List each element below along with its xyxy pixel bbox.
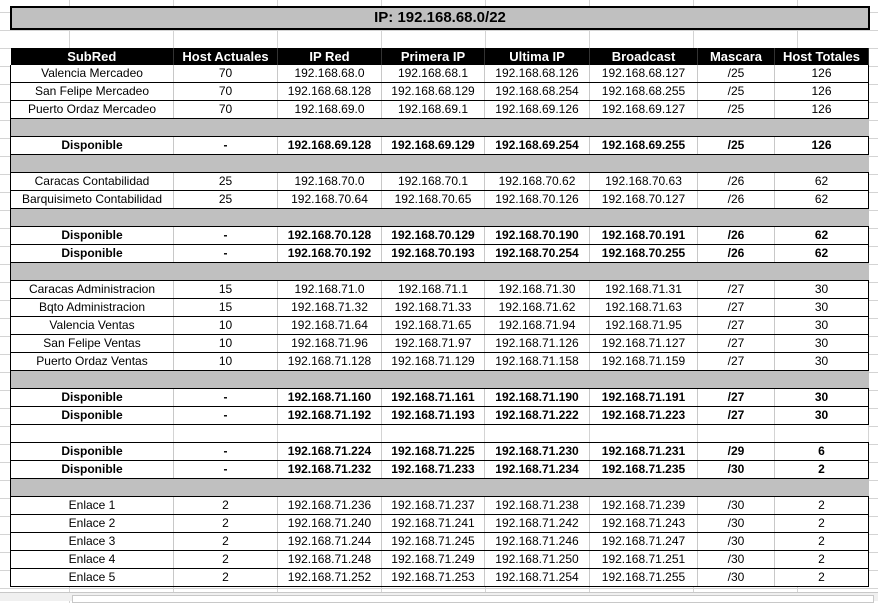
separator-row [11,119,869,137]
cell-broadcast[interactable]: 192.168.68.127 [590,65,698,83]
cell-host-actuales[interactable]: - [174,407,278,425]
cell-primera-ip[interactable] [382,209,485,227]
cell-host-totales[interactable] [775,119,869,137]
cell-subred[interactable]: Caracas Contabilidad [11,173,174,191]
cell-ultima-ip[interactable]: 192.168.68.126 [485,65,590,83]
cell-broadcast[interactable] [590,119,698,137]
cell-primera-ip[interactable]: 192.168.71.1 [382,281,485,299]
cell-ip-red[interactable] [278,263,382,281]
cell-host-totales[interactable] [775,425,869,443]
cell-broadcast[interactable]: 192.168.71.223 [590,407,698,425]
cell-host-actuales[interactable]: 70 [174,101,278,119]
cell-subred[interactable]: Disponible [11,137,174,155]
cell-host-actuales[interactable] [174,425,278,443]
cell-subred[interactable]: Disponible [11,443,174,461]
cell-subred[interactable] [11,371,174,389]
cell-broadcast[interactable]: 192.168.70.127 [590,191,698,209]
cell-mascara[interactable] [698,425,775,443]
cell-ip-red[interactable]: 192.168.71.32 [278,299,382,317]
cell-host-totales[interactable] [775,479,869,497]
separator-row [11,479,869,497]
cell-subred[interactable]: Puerto Ordaz Ventas [11,353,174,371]
cell-host-totales[interactable]: 6 [775,443,869,461]
cell-ip-red[interactable]: 192.168.71.236 [278,497,382,515]
cell-mascara[interactable]: /27 [698,317,775,335]
table-row [11,497,869,515]
cell-host-totales[interactable]: 30 [775,281,869,299]
cell-ultima-ip[interactable] [485,371,590,389]
cell-ultima-ip[interactable]: 192.168.71.158 [485,353,590,371]
cell-host-totales[interactable]: 62 [775,191,869,209]
cell-ultima-ip[interactable]: 192.168.71.30 [485,281,590,299]
table-row [11,533,869,551]
cell-mascara[interactable] [698,263,775,281]
cell-primera-ip[interactable]: 192.168.71.193 [382,407,485,425]
cell-mascara[interactable]: /27 [698,299,775,317]
cell-broadcast[interactable]: 192.168.71.235 [590,461,698,479]
cell-mascara[interactable] [698,119,775,137]
cell-primera-ip[interactable] [382,263,485,281]
cell-ultima-ip[interactable] [485,479,590,497]
cell-primera-ip[interactable] [382,119,485,137]
cell-subred[interactable]: San Felipe Mercadeo [11,83,174,101]
available-row [11,461,869,479]
cell-ultima-ip[interactable]: 192.168.70.126 [485,191,590,209]
table-row [11,191,869,209]
cell-ip-red[interactable] [278,479,382,497]
available-row [11,407,869,425]
cell-subred[interactable]: Enlace 2 [11,515,174,533]
cell-subred[interactable]: Enlace 3 [11,533,174,551]
cell-ip-red[interactable] [278,155,382,173]
cell-host-totales[interactable]: 30 [775,389,869,407]
cell-host-actuales[interactable]: 10 [174,317,278,335]
cell-host-totales[interactable]: 2 [775,497,869,515]
cell-ip-red[interactable]: 192.168.71.244 [278,533,382,551]
cell-ultima-ip[interactable]: 192.168.71.94 [485,317,590,335]
cell-subred[interactable]: Puerto Ordaz Mercadeo [11,101,174,119]
cell-ip-red[interactable]: 192.168.69.0 [278,101,382,119]
separator-row [11,209,869,227]
cell-primera-ip[interactable] [382,155,485,173]
cell-mascara[interactable]: /30 [698,461,775,479]
cell-broadcast[interactable]: 192.168.70.63 [590,173,698,191]
cell-mascara[interactable]: /25 [698,137,775,155]
cell-primera-ip[interactable]: 192.168.71.97 [382,335,485,353]
cell-ip-red[interactable]: 192.168.70.128 [278,227,382,245]
column-header-ultima-ip[interactable]: Ultima IP [485,48,590,65]
cell-primera-ip[interactable]: 192.168.69.129 [382,137,485,155]
cell-subred[interactable] [11,425,174,443]
cell-host-actuales[interactable] [174,119,278,137]
cell-ultima-ip[interactable]: 192.168.71.190 [485,389,590,407]
cell-host-actuales[interactable]: 70 [174,83,278,101]
cell-primera-ip[interactable]: 192.168.71.245 [382,533,485,551]
cell-primera-ip[interactable]: 192.168.70.193 [382,245,485,263]
cell-broadcast[interactable] [590,425,698,443]
column-header-mascara[interactable]: Mascara [698,48,775,65]
cell-mascara[interactable]: /27 [698,407,775,425]
cell-ip-red[interactable]: 192.168.71.232 [278,461,382,479]
cell-subred[interactable]: Enlace 4 [11,551,174,569]
cell-subred[interactable]: Disponible [11,245,174,263]
table-row [11,83,869,101]
cell-broadcast[interactable] [590,155,698,173]
cell-ip-red[interactable]: 192.168.71.252 [278,569,382,587]
cell-ultima-ip[interactable] [485,425,590,443]
cell-ultima-ip[interactable]: 192.168.71.238 [485,497,590,515]
cell-ip-red[interactable] [278,209,382,227]
cell-host-actuales[interactable]: 10 [174,353,278,371]
cell-broadcast[interactable]: 192.168.71.63 [590,299,698,317]
cell-mascara[interactable] [698,155,775,173]
table-row [11,317,869,335]
cell-broadcast[interactable]: 192.168.71.243 [590,515,698,533]
cell-ultima-ip[interactable]: 192.168.70.254 [485,245,590,263]
cell-host-actuales[interactable] [174,155,278,173]
cell-host-actuales[interactable]: 15 [174,299,278,317]
cell-ultima-ip[interactable] [485,119,590,137]
table-row [11,299,869,317]
cell-subred[interactable]: Disponible [11,389,174,407]
cell-ip-red[interactable]: 192.168.71.64 [278,317,382,335]
cell-subred[interactable] [11,209,174,227]
cell-ip-red[interactable]: 192.168.71.0 [278,281,382,299]
cell-host-totales[interactable] [775,209,869,227]
column-header-ip-red[interactable]: IP Red [278,48,382,65]
cell-broadcast[interactable]: 192.168.71.191 [590,389,698,407]
cell-ip-red[interactable]: 192.168.71.248 [278,551,382,569]
cell-host-totales[interactable]: 2 [775,515,869,533]
cell-ultima-ip[interactable]: 192.168.71.222 [485,407,590,425]
cell-host-totales[interactable] [775,371,869,389]
cell-ip-red[interactable]: 192.168.71.240 [278,515,382,533]
table-row [11,335,869,353]
cell-host-actuales[interactable]: 25 [174,173,278,191]
cell-host-actuales[interactable]: - [174,389,278,407]
cell-host-totales[interactable]: 126 [775,65,869,83]
cell-subred[interactable]: Disponible [11,407,174,425]
column-header-subred[interactable]: SubRed [11,48,174,65]
column-header-host-actuales[interactable]: Host Actuales [174,48,278,65]
cell-mascara[interactable]: /27 [698,389,775,407]
cell-ultima-ip[interactable] [485,155,590,173]
table-row [11,281,869,299]
cell-primera-ip[interactable]: 192.168.69.1 [382,101,485,119]
available-row [11,245,869,263]
cell-subred[interactable]: San Felipe Ventas [11,335,174,353]
cell-host-totales[interactable]: 62 [775,227,869,245]
cell-primera-ip[interactable]: 192.168.68.1 [382,65,485,83]
cell-primera-ip[interactable] [382,479,485,497]
cell-ultima-ip[interactable]: 192.168.71.62 [485,299,590,317]
cell-broadcast[interactable] [590,371,698,389]
table-row [11,515,869,533]
separator-row [11,155,869,173]
cell-host-actuales[interactable] [174,479,278,497]
cell-host-totales[interactable]: 126 [775,101,869,119]
cell-host-actuales[interactable] [174,263,278,281]
cell-host-actuales[interactable] [174,209,278,227]
cell-primera-ip[interactable]: 192.168.71.161 [382,389,485,407]
cell-host-actuales[interactable]: - [174,227,278,245]
cell-broadcast[interactable] [590,263,698,281]
cell-ip-red[interactable] [278,119,382,137]
cell-host-totales[interactable]: 126 [775,83,869,101]
available-row [11,137,869,155]
header-row [11,48,869,65]
cell-broadcast[interactable]: 192.168.71.255 [590,569,698,587]
cell-mascara[interactable]: /30 [698,551,775,569]
cell-ultima-ip[interactable]: 192.168.70.190 [485,227,590,245]
cell-host-totales[interactable]: 30 [775,317,869,335]
cell-subred[interactable]: Enlace 5 [11,569,174,587]
cell-mascara[interactable]: /26 [698,227,775,245]
cell-broadcast[interactable]: 192.168.68.255 [590,83,698,101]
table-row [11,551,869,569]
cell-ultima-ip[interactable] [485,263,590,281]
cell-mascara[interactable]: /26 [698,173,775,191]
cell-primera-ip[interactable]: 192.168.71.33 [382,299,485,317]
cell-primera-ip[interactable]: 192.168.71.253 [382,569,485,587]
cell-ultima-ip[interactable]: 192.168.71.234 [485,461,590,479]
cell-mascara[interactable]: /30 [698,569,775,587]
cell-ultima-ip[interactable]: 192.168.71.246 [485,533,590,551]
cell-host-actuales[interactable]: 2 [174,497,278,515]
cell-broadcast[interactable]: 192.168.71.247 [590,533,698,551]
table-row [11,569,869,587]
cell-broadcast[interactable]: 192.168.70.191 [590,227,698,245]
cell-host-totales[interactable]: 62 [775,173,869,191]
cell-ultima-ip[interactable]: 192.168.71.254 [485,569,590,587]
cell-host-totales[interactable]: 2 [775,461,869,479]
cell-broadcast[interactable]: 192.168.69.127 [590,101,698,119]
cell-ip-red[interactable]: 192.168.71.160 [278,389,382,407]
cell-host-actuales[interactable]: 2 [174,533,278,551]
cell-primera-ip[interactable]: 192.168.70.1 [382,173,485,191]
cell-ultima-ip[interactable]: 192.168.70.62 [485,173,590,191]
cell-ultima-ip[interactable]: 192.168.71.230 [485,443,590,461]
cell-ultima-ip[interactable]: 192.168.69.126 [485,101,590,119]
cell-mascara[interactable]: /27 [698,281,775,299]
cell-ultima-ip[interactable]: 192.168.71.242 [485,515,590,533]
cell-primera-ip[interactable]: 192.168.70.65 [382,191,485,209]
cell-ip-red[interactable] [278,371,382,389]
cell-mascara[interactable]: /25 [698,101,775,119]
cell-subred[interactable] [11,263,174,281]
cell-primera-ip[interactable]: 192.168.71.225 [382,443,485,461]
cell-mascara[interactable]: /27 [698,353,775,371]
cell-ip-red[interactable]: 192.168.68.128 [278,83,382,101]
cell-primera-ip[interactable]: 192.168.71.233 [382,461,485,479]
cell-subred[interactable]: Disponible [11,227,174,245]
sheet-title-cell[interactable]: IP: 192.168.68.0/22 [10,6,870,30]
cell-broadcast[interactable]: 192.168.70.255 [590,245,698,263]
cell-ultima-ip[interactable]: 192.168.69.254 [485,137,590,155]
cell-broadcast[interactable]: 192.168.71.31 [590,281,698,299]
cell-host-actuales[interactable]: - [174,137,278,155]
cell-host-actuales[interactable]: - [174,443,278,461]
cell-ultima-ip[interactable] [485,209,590,227]
cell-subred[interactable] [11,119,174,137]
cell-mascara[interactable]: /26 [698,191,775,209]
cell-ip-red[interactable]: 192.168.71.128 [278,353,382,371]
cell-subred[interactable] [11,155,174,173]
cell-host-totales[interactable]: 30 [775,353,869,371]
cell-broadcast[interactable] [590,479,698,497]
cell-mascara[interactable]: /26 [698,245,775,263]
cell-host-actuales[interactable]: 10 [174,335,278,353]
cell-subred[interactable]: Valencia Ventas [11,317,174,335]
cell-host-totales[interactable] [775,155,869,173]
separator-row [11,371,869,389]
cell-ip-red[interactable]: 192.168.71.96 [278,335,382,353]
cell-host-actuales[interactable] [174,371,278,389]
blank-row [11,425,869,443]
cell-host-actuales[interactable]: 25 [174,191,278,209]
cell-ultima-ip[interactable]: 192.168.68.254 [485,83,590,101]
cell-ip-red[interactable]: 192.168.70.0 [278,173,382,191]
cell-ip-red[interactable] [278,425,382,443]
cell-host-totales[interactable]: 126 [775,137,869,155]
cell-primera-ip[interactable]: 192.168.70.129 [382,227,485,245]
cell-host-actuales[interactable]: 15 [174,281,278,299]
cell-primera-ip[interactable] [382,425,485,443]
cell-broadcast[interactable]: 192.168.71.251 [590,551,698,569]
available-row [11,227,869,245]
cell-broadcast[interactable]: 192.168.71.231 [590,443,698,461]
cell-mascara[interactable]: /30 [698,497,775,515]
cell-broadcast[interactable]: 192.168.71.95 [590,317,698,335]
cell-mascara[interactable]: /27 [698,335,775,353]
cell-host-totales[interactable]: 30 [775,407,869,425]
cell-primera-ip[interactable] [382,371,485,389]
separator-row [11,263,869,281]
cell-mascara[interactable] [698,479,775,497]
column-header-host-totales[interactable]: Host Totales [775,48,869,65]
cell-mascara[interactable]: /25 [698,65,775,83]
table-row [11,353,869,371]
cell-mascara[interactable]: /30 [698,515,775,533]
cell-ip-red[interactable]: 192.168.70.192 [278,245,382,263]
cell-host-totales[interactable]: 2 [775,551,869,569]
cell-host-actuales[interactable]: - [174,461,278,479]
cell-host-totales[interactable]: 30 [775,299,869,317]
cell-subred[interactable]: Enlace 1 [11,497,174,515]
cell-subred[interactable]: Disponible [11,461,174,479]
cell-host-actuales[interactable]: 2 [174,569,278,587]
column-header-broadcast[interactable]: Broadcast [590,48,698,65]
cell-ip-red[interactable]: 192.168.69.128 [278,137,382,155]
cell-mascara[interactable]: /29 [698,443,775,461]
cell-broadcast[interactable]: 192.168.71.239 [590,497,698,515]
cell-subred[interactable]: Barquisimeto Contabilidad [11,191,174,209]
cell-primera-ip[interactable]: 192.168.71.129 [382,353,485,371]
column-header-primera-ip[interactable]: Primera IP [382,48,485,65]
cell-host-actuales[interactable]: - [174,245,278,263]
cell-ultima-ip[interactable]: 192.168.71.126 [485,335,590,353]
cell-host-totales[interactable] [775,263,869,281]
cell-primera-ip[interactable]: 192.168.71.249 [382,551,485,569]
cell-primera-ip[interactable]: 192.168.71.237 [382,497,485,515]
cell-mascara[interactable] [698,209,775,227]
cell-host-actuales[interactable]: 2 [174,515,278,533]
subnet-table [10,48,869,587]
cell-subred[interactable]: Bqto Administracion [11,299,174,317]
cell-ip-red[interactable]: 192.168.68.0 [278,65,382,83]
cell-primera-ip[interactable]: 192.168.68.129 [382,83,485,101]
cell-mascara[interactable]: /25 [698,83,775,101]
cell-subred[interactable]: Caracas Administracion [11,281,174,299]
cell-subred[interactable]: Valencia Mercadeo [11,65,174,83]
cell-mascara[interactable] [698,371,775,389]
cell-subred[interactable] [11,479,174,497]
available-row [11,389,869,407]
cell-host-totales[interactable]: 2 [775,533,869,551]
cell-host-actuales[interactable]: 70 [174,65,278,83]
table-row [11,101,869,119]
cell-mascara[interactable]: /30 [698,533,775,551]
cell-primera-ip[interactable]: 192.168.71.241 [382,515,485,533]
table-row [11,65,869,83]
cell-ip-red[interactable]: 192.168.70.64 [278,191,382,209]
table-row [11,173,869,191]
cell-primera-ip[interactable]: 192.168.71.65 [382,317,485,335]
cell-ip-red[interactable]: 192.168.71.224 [278,443,382,461]
cell-broadcast[interactable]: 192.168.69.255 [590,137,698,155]
cell-host-totales[interactable]: 2 [775,569,869,587]
available-row [11,443,869,461]
cell-host-totales[interactable]: 62 [775,245,869,263]
cell-broadcast[interactable] [590,209,698,227]
cell-broadcast[interactable]: 192.168.71.159 [590,353,698,371]
cell-ultima-ip[interactable]: 192.168.71.250 [485,551,590,569]
cell-broadcast[interactable]: 192.168.71.127 [590,335,698,353]
cell-host-actuales[interactable]: 2 [174,551,278,569]
cell-ip-red[interactable]: 192.168.71.192 [278,407,382,425]
cell-host-totales[interactable]: 30 [775,335,869,353]
horizontal-scrollbar[interactable] [72,595,874,603]
